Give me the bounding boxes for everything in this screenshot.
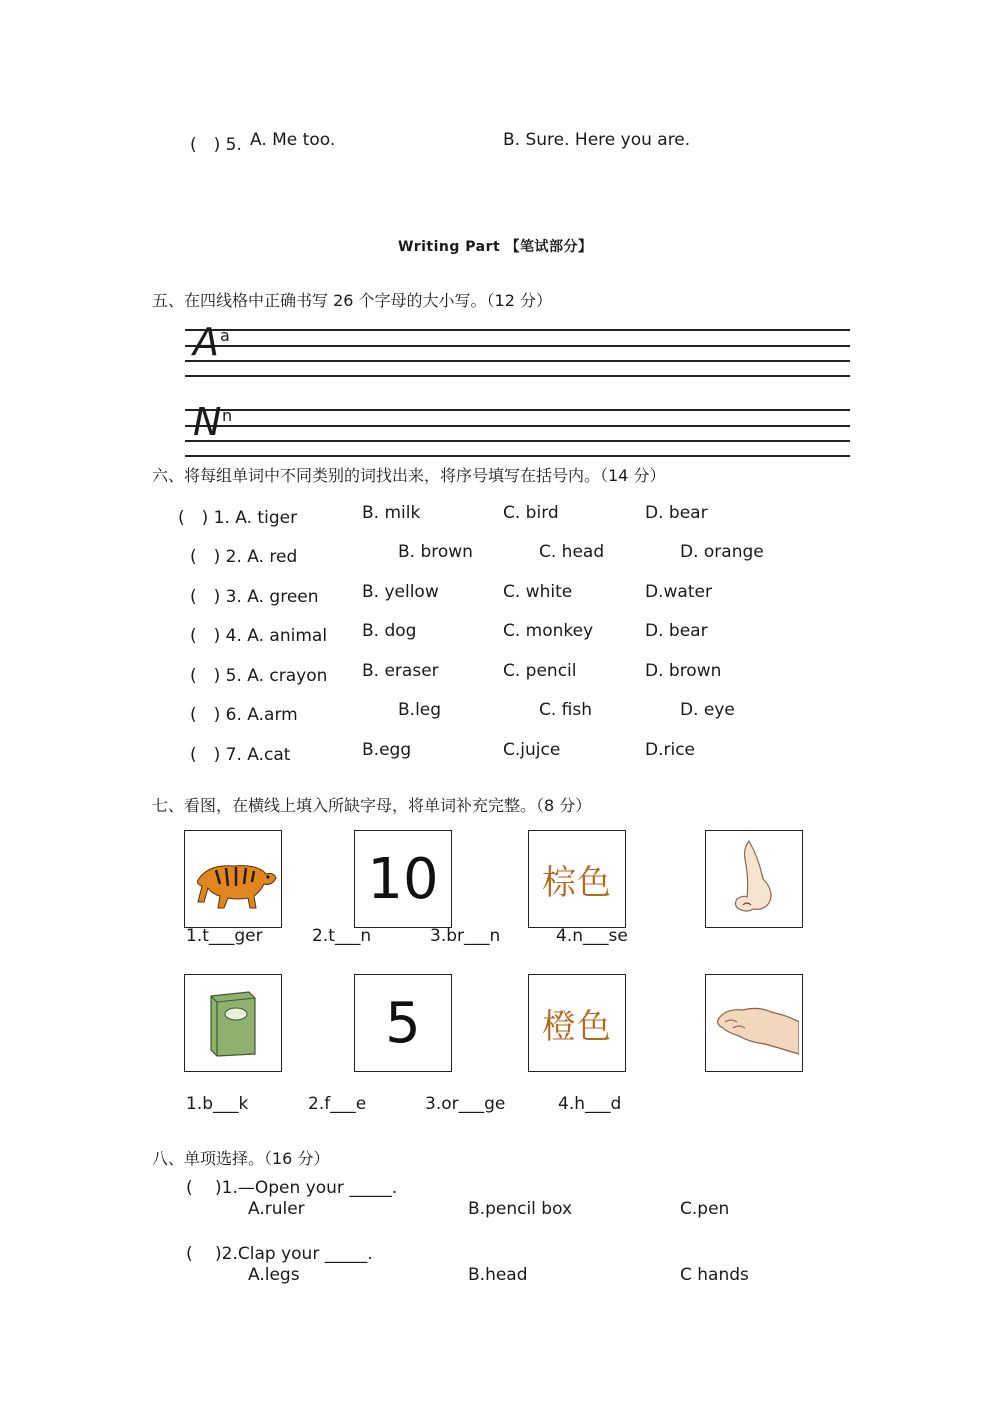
- fill-word-label: 1.b___k: [186, 1094, 249, 1114]
- q2-option-a: A.legs: [248, 1265, 300, 1285]
- row-6-c: C. fish: [539, 700, 593, 720]
- row-1-d: D. bear: [645, 503, 708, 523]
- row-5-b: B. eraser: [362, 661, 439, 681]
- number-five-picture: [354, 974, 452, 1072]
- section-6-heading: 六、将每组单词中不同类别的词找出来，将序号填写在括号内。（14 分）: [152, 466, 666, 485]
- section-8-heading: 八、单项选择。（16 分）: [152, 1149, 330, 1168]
- row-2-d: D. orange: [680, 542, 764, 562]
- fill-word-label: 2.f___e: [308, 1094, 367, 1114]
- row-3-a: ( ) 3. A. green: [190, 587, 319, 607]
- letter-lowercase-a: a: [220, 326, 230, 345]
- writing-part-title: Writing Part 【笔试部分】: [398, 239, 593, 255]
- section-5-heading: 五、在四线格中正确书写 26 个字母的大小写。（12 分）: [152, 291, 552, 310]
- q2-option-c: C hands: [680, 1265, 749, 1285]
- row-3-d: D.water: [645, 582, 712, 602]
- number-ten: 10: [367, 846, 439, 912]
- fill-word-label: 1.t___ger: [186, 926, 263, 946]
- row-3-c: C. white: [503, 582, 573, 602]
- row-1-a: ( ) 1. A. tiger: [178, 508, 298, 528]
- brown-color-picture: [528, 830, 626, 928]
- tiger-picture: [184, 830, 282, 928]
- q1-option-b: B.pencil box: [468, 1199, 573, 1219]
- fill-word-label: 2.t___n: [312, 926, 372, 946]
- question-number: ( ) 5.: [190, 135, 242, 155]
- row-4-a: ( ) 4. A. animal: [190, 626, 328, 646]
- row-2-c: C. head: [539, 542, 605, 562]
- row-5-a: ( ) 5. A. crayon: [190, 666, 328, 686]
- book-picture: [184, 974, 282, 1072]
- fill-word-label: 4.h___d: [558, 1094, 622, 1114]
- number-five: 5: [385, 990, 421, 1056]
- q2-option-b: B.head: [468, 1265, 528, 1285]
- row-1-c: C. bird: [503, 503, 559, 523]
- q1-option-c: C.pen: [680, 1199, 730, 1219]
- section-7-heading: 七、看图，在横线上填入所缺字母，将单词补充完整。（8 分）: [152, 796, 592, 815]
- row-7-c: C.jujce: [503, 740, 561, 760]
- question-2: ( )2.Clap your _____.: [186, 1244, 373, 1264]
- book-icon: [203, 988, 263, 1058]
- row-7-a: ( ) 7. A.cat: [190, 745, 291, 765]
- letter-lowercase-n: n: [222, 406, 233, 425]
- row-5-c: C. pencil: [503, 661, 577, 681]
- option-b: B. Sure. Here you are.: [503, 130, 691, 150]
- row-7-b: B.egg: [362, 740, 412, 760]
- row-3-b: B. yellow: [362, 582, 439, 602]
- row-6-b: B.leg: [398, 700, 442, 720]
- option-a: A. Me too.: [250, 130, 336, 150]
- orange-chinese-text: 橙色: [542, 1006, 612, 1047]
- tiger-icon: [188, 844, 278, 914]
- row-7-d: D.rice: [645, 740, 696, 760]
- hand-icon: [709, 988, 799, 1058]
- q1-option-a: A.ruler: [248, 1199, 305, 1219]
- row-5-d: D. brown: [645, 661, 722, 681]
- row-2-b: B. brown: [398, 542, 473, 562]
- fill-word-label: 3.or___ge: [425, 1094, 506, 1114]
- row-6-d: D. eye: [680, 700, 735, 720]
- row-4-d: D. bear: [645, 621, 708, 641]
- letter-uppercase-n: N: [193, 400, 222, 444]
- fill-word-label: 3.br___n: [430, 926, 501, 946]
- question-1: ( )1.—Open your _____.: [186, 1178, 398, 1198]
- orange-color-picture: [528, 974, 626, 1072]
- hand-picture: [705, 974, 803, 1072]
- letter-uppercase-a: A: [193, 320, 219, 364]
- row-4-c: C. monkey: [503, 621, 594, 641]
- row-2-a: ( ) 2. A. red: [190, 547, 298, 567]
- number-ten-picture: [354, 830, 452, 928]
- fill-word-label: 4.n___se: [556, 926, 628, 946]
- nose-icon: [719, 839, 789, 919]
- row-6-a: ( ) 6. A.arm: [190, 705, 298, 725]
- row-1-b: B. milk: [362, 503, 421, 523]
- nose-picture: [705, 830, 803, 928]
- brown-chinese-text: 棕色: [542, 862, 612, 903]
- row-4-b: B. dog: [362, 621, 417, 641]
